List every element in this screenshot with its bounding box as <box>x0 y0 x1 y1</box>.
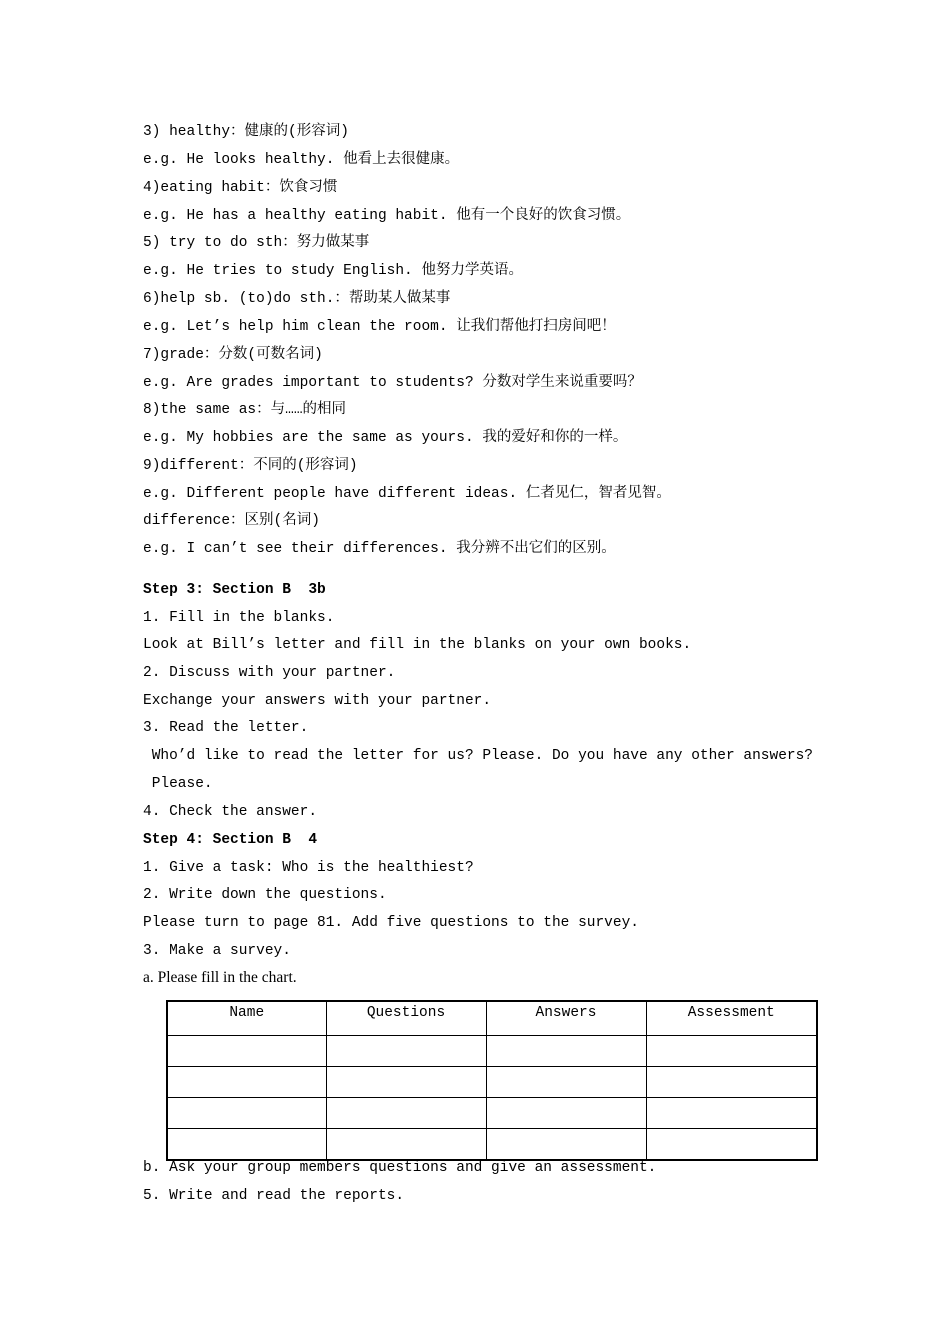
table-cell[interactable] <box>326 1098 486 1129</box>
table-cell[interactable] <box>167 1067 326 1098</box>
table-cell[interactable] <box>646 1129 817 1161</box>
table-cell[interactable] <box>167 1098 326 1129</box>
table-cell[interactable] <box>646 1098 817 1129</box>
step3-line: Exchange your answers with your partner. <box>143 693 492 709</box>
vocab-line: 6)help sb. (to)do sth.：帮助某人做某事 <box>143 291 451 307</box>
vocab-line: 5) try to do sth：努力做某事 <box>143 235 370 251</box>
table-row <box>167 1098 817 1129</box>
step4-after-line: 5. Write and read the reports. <box>143 1188 405 1204</box>
step4-line: 2. Write down the questions. <box>143 887 387 903</box>
vocab-line: 8)the same as：与……的相同 <box>143 402 347 418</box>
table-header-row <box>167 1001 817 1036</box>
table-cell[interactable] <box>646 1067 817 1098</box>
step4-heading: Step 4: Section B 4 <box>143 832 318 848</box>
vocab-line: e.g. He tries to study English. 他努力学英语。 <box>143 263 523 279</box>
table-cell[interactable] <box>486 1129 646 1161</box>
step3-line: Look at Bill’s letter and fill in the blanks on your own books. <box>143 637 692 653</box>
step3-line: 4. Check the answer. <box>143 804 318 820</box>
vocab-line: 7)grade：分数(可数名词) <box>143 347 323 363</box>
step4-line: Please turn to page 81. Add five questions to the survey. <box>143 915 639 931</box>
vocab-line: 4)eating habit：饮食习惯 <box>143 180 338 196</box>
vocab-line: e.g. He looks healthy. 他看上去很健康。 <box>143 152 460 168</box>
table-cell[interactable] <box>486 1098 646 1129</box>
vocab-line: e.g. Let’s help him clean the room. 让我们帮他打扫房间吧！ <box>143 319 616 335</box>
header-assessment: Assessment <box>646 1001 817 1036</box>
header-name: Name <box>167 1001 326 1036</box>
step3-line: Please. <box>143 776 213 792</box>
table-row <box>167 1067 817 1098</box>
vocab-line: e.g. My hobbies are the same as yours. 我的爱好和你的一样。 <box>143 430 628 446</box>
vocab-line: 9)different：不同的(形容词) <box>143 458 358 474</box>
table-cell[interactable] <box>167 1036 326 1067</box>
table-row <box>167 1129 817 1161</box>
step4-line: 1. Give a task: Who is the healthiest? <box>143 860 474 876</box>
table-cell[interactable] <box>326 1036 486 1067</box>
table-row <box>167 1036 817 1067</box>
vocab-line: e.g. He has a healthy eating habit. 他有一个良好的饮食习惯。 <box>143 208 631 224</box>
table-cell[interactable] <box>486 1067 646 1098</box>
vocab-line: e.g. I can’t see their differences. 我分辨不出它们的区别。 <box>143 541 616 557</box>
step4-line: 3. Make a survey. <box>143 943 291 959</box>
vocab-line: difference：区别(名词) <box>143 513 320 529</box>
vocab-line: 3) healthy：健康的(形容词) <box>143 124 349 140</box>
survey-table <box>166 1000 818 1161</box>
vocab-line: e.g. Different people have different ideas. 仁者见仁，智者见智。 <box>143 486 671 502</box>
chart-intro: a. Please fill in the chart. <box>143 969 297 986</box>
step3-line: Who’d like to read the letter for us? Please. Do you have any other answers? <box>143 748 814 764</box>
table-cell[interactable] <box>167 1129 326 1161</box>
table-cell[interactable] <box>486 1036 646 1067</box>
table-cell[interactable] <box>326 1129 486 1161</box>
step3-line: 2. Discuss with your partner. <box>143 665 396 681</box>
header-answers: Answers <box>486 1001 646 1036</box>
step3-heading: Step 3: Section B 3b <box>143 582 326 598</box>
table-cell[interactable] <box>646 1036 817 1067</box>
table-cell[interactable] <box>326 1067 486 1098</box>
step3-line: 3. Read the letter. <box>143 720 309 736</box>
step3-line: 1. Fill in the blanks. <box>143 610 335 626</box>
step4-after-line: b. Ask your group members questions and give an assessment. <box>143 1160 657 1176</box>
header-questions: Questions <box>326 1001 486 1036</box>
vocab-line: e.g. Are grades important to students? 分数对学生来说重要吗？ <box>143 375 642 391</box>
